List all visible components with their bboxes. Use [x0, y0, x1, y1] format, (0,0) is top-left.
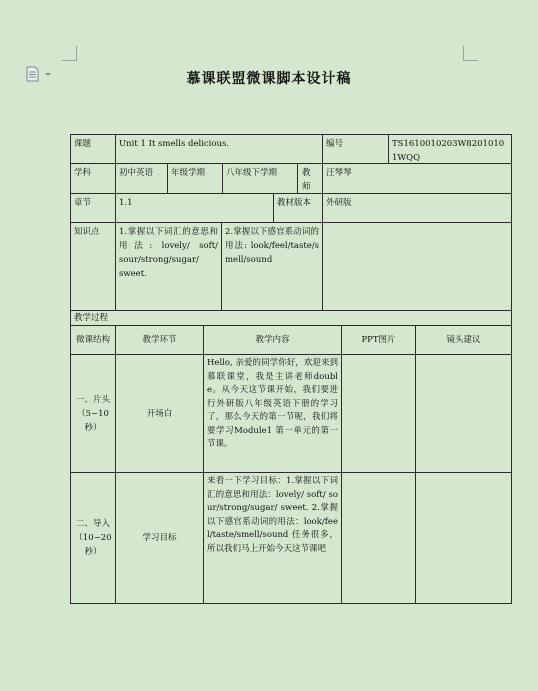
process-label: 教学过程: [70, 310, 512, 326]
header-step: 教学环节: [115, 325, 204, 355]
row1-content: Hello, 亲爱的同学你好，欢迎来到慕联课堂，我是主讲老师double。从今天这节课开始，我们要进行外研版八年级英语下册的学习了，那么今天的第一节呢，我们将要学习Module1 第一单元的第一节课。: [203, 354, 342, 473]
knowledge-empty-cell: [322, 222, 512, 311]
textbook-label: 教材版本: [273, 193, 323, 223]
knowledge-item-2: 2.掌握以下感官系动词的用法: look/feel/taste/smell/sound: [221, 222, 323, 311]
teacher-label: 教师: [297, 163, 323, 194]
code-value: TS1610010203W82010101WQQ: [388, 134, 512, 164]
row2-ppt: [341, 472, 416, 604]
header-content: 教学内容: [203, 325, 342, 355]
subject-label: 学科: [70, 163, 116, 194]
grade-value: 八年级下学期: [222, 163, 298, 194]
code-label: 编号: [322, 134, 389, 164]
row1-shot: [415, 354, 512, 473]
page-title: 慕课联盟微课脚本设计稿: [186, 71, 352, 87]
row1-ppt: [341, 354, 416, 473]
crop-mark-top-right: [463, 46, 478, 61]
row2-shot: [415, 472, 512, 604]
topic-label: 课题: [70, 134, 116, 164]
row2-content: 来看一下学习目标：1.掌握以下词汇的意思和用法：lovely/ soft/ sour/strong/sugar/ sweet. 2.掌握以下感官系动词的用法：look/feel/taste/smell/sound 任务很多，所以我们马上开始今天这节课吧: [203, 472, 342, 604]
crop-mark-top-left: [62, 46, 77, 61]
row2-step: 学习目标: [115, 472, 204, 604]
row1-structure: 一、片头（5~10秒）: [70, 354, 116, 473]
knowledge-label: 知识点: [70, 222, 116, 311]
textbook-value: 外研版: [322, 193, 512, 223]
row2-structure: 二、导入（10~20秒）: [70, 472, 116, 604]
section-value: 1.1: [115, 193, 274, 223]
header-structure: 微课结构: [70, 325, 116, 355]
header-ppt: PPT图片: [341, 325, 416, 355]
knowledge-item-1: 1.掌握以下词汇的意思和用法: lovely/ soft/ sour/strong/sugar/ sweet.: [115, 222, 222, 311]
row1-step: 开场白: [115, 354, 204, 473]
section-label: 章节: [70, 193, 116, 223]
topic-value: Unit 1 It smells delicious.: [115, 134, 323, 164]
header-shot: 镜头建议: [415, 325, 512, 355]
teacher-value: 汪琴琴: [322, 163, 512, 194]
subject-value: 初中英语: [115, 163, 168, 194]
grade-label: 年级学期: [167, 163, 223, 194]
